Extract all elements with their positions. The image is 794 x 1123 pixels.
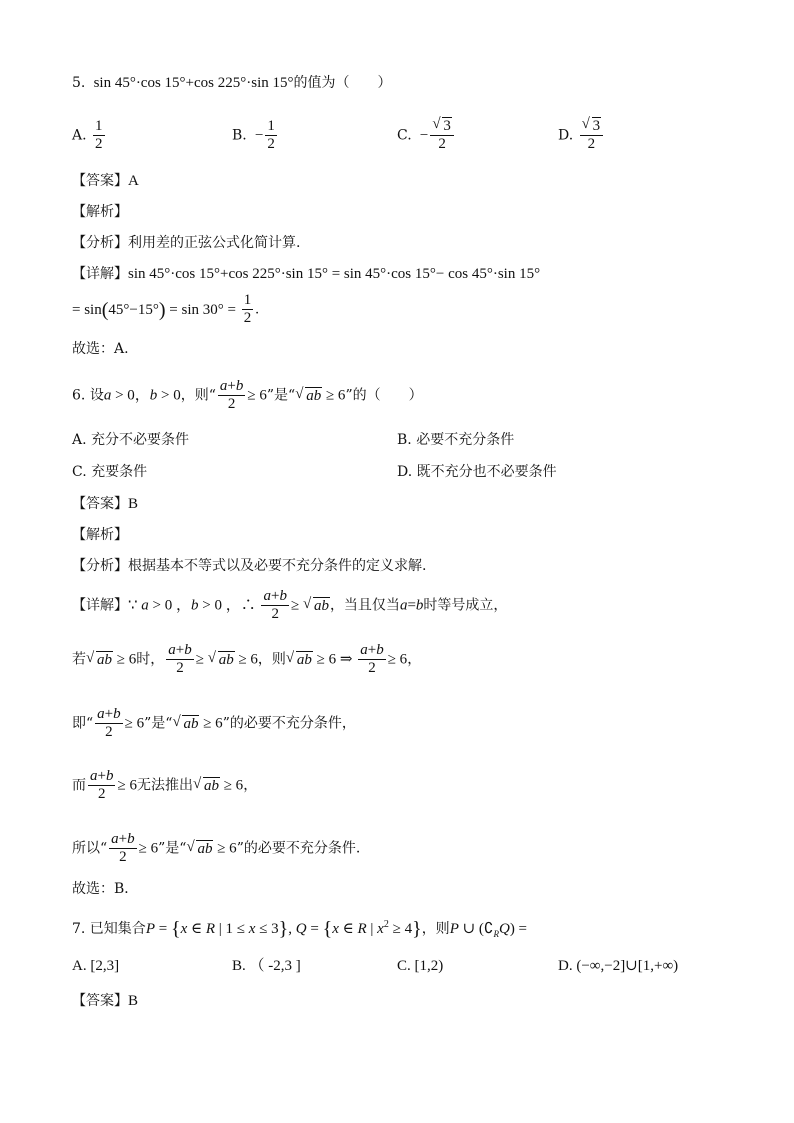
q6-step2: 若√ ab ≥ 6时， $\frac{a+b}{2}$ ≥ √ ab ≥ 6，则√ ab ≥ 6 ⇒ $\frac{a+b}{2}$ ≥ 6，: [72, 642, 421, 677]
q7-option-d: D. (−∞,−2]∪[1,+∞): [558, 958, 679, 974]
q5-guxuan: 故选：A.: [72, 341, 129, 357]
q6-fenxi: 【分析】根据基本不等式以及必要不充分条件的定义求解.: [72, 558, 427, 574]
q6-guxuan: 故选：B．: [72, 881, 139, 897]
q5-option-b: B. − $\frac{1}{2}$: [232, 118, 275, 152]
q7-option-a: A. [2,3]: [72, 958, 120, 974]
q6-step5: 所以“ $\frac{a+b}{2}$ ≥ 6”是“√ ab ≥ 6”的必要不充分条件.: [72, 831, 360, 866]
q5-option-d: D. √ $\frac{3}{2}$: [558, 118, 605, 153]
q6-jiexi: 【解析】: [72, 527, 128, 543]
q6-xiangjie: 【详解】∵ a > 0 ，b > 0 ，∴ $\frac{a+b}{2}$ ≥ √ ab，当且仅当a=b时等号成立，: [72, 588, 507, 623]
q7-number: 7.: [72, 921, 86, 937]
q6-option-a: A. 充分不必要条件: [72, 432, 190, 448]
q7-option-c: C. [1,2): [397, 958, 444, 974]
q6-option-d: D. 既不充分也不必要条件: [397, 464, 557, 480]
q5-option-c: C. − √ $\frac{3}{2}$: [397, 118, 456, 153]
q5-fenxi: 【分析】利用差的正弦公式化简计算.: [72, 235, 301, 251]
q5-number: 5.: [72, 75, 86, 91]
q7-answer: 【答案】B: [72, 993, 139, 1009]
q6-answer: 【答案】B: [72, 496, 139, 512]
q6-step4: 而 $\frac{a+b}{2}$ ≥ 6无法推出√ ab ≥ 6，: [72, 768, 257, 803]
q5-xiangjie-line2: = sin(45°−15°) = sin 30° = $\frac{1}{2}$ .: [72, 292, 259, 326]
q5-jiexi: 【解析】: [72, 204, 128, 220]
q5-stem: 5. sin 45°·cos 15°+cos 225°·sin 15°的值为（ ）: [72, 75, 392, 91]
q6-option-c: C. 充要条件: [72, 464, 148, 480]
q6-option-b: B. 必要不充分条件: [397, 432, 515, 448]
q6-step3: 即“ $\frac{a+b}{2}$ ≥ 6”是“√ ab ≥ 6”的必要不充分条件，: [72, 706, 356, 741]
q5-option-a: A. $\frac{1}{2}$: [72, 118, 103, 152]
q7-stem: 7. 已知集合P = {x ∈ R | 1 ≤ x ≤ 3}, Q = {x ∈ R | $x^2 \ge 4$}，则P ∪ $(∁_RQ)$ =: [72, 918, 528, 940]
q5-answer: 【答案】A: [72, 173, 139, 189]
q7-option-b: B. （ -2,3 ]: [232, 958, 301, 974]
q5-xiangjie: 【详解】sin 45°·cos 15°+cos 225°·sin 15° = sin 45°·cos 15°− cos 45°·sin 15°: [72, 266, 541, 282]
q6-number: 6.: [72, 387, 86, 404]
q6-stem: 6. 设a > 0，b > 0，则“ $\frac{a+b}{2}$ ≥ 6”是“√ ab ≥ 6”的（ ）: [72, 378, 423, 413]
